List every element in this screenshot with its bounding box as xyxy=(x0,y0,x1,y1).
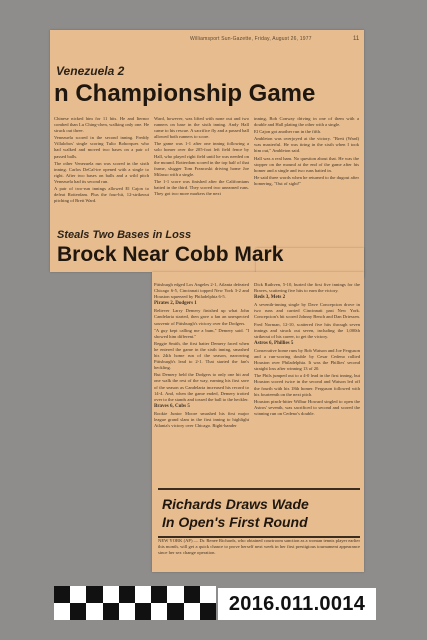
article1-headline: n Championship Game xyxy=(54,80,316,107)
subhead: Pirates 2, Dodgers 1 xyxy=(154,301,197,307)
subhead: Reds 3, Mets 2 xyxy=(254,295,286,301)
paragraph: Fred Norman, 12-10, scattered five hits through seven innings and struck out seven, including the 1,000th strikeout of his career, to get the victory. xyxy=(254,321,360,339)
article3-headline-line-1: Richards Draws Wade xyxy=(162,496,309,512)
paragraph: The 1-1 score was finished after the Californians batted in the third. They scored two unearned runs. They got two more markers the next xyxy=(154,178,249,197)
ruler-square xyxy=(70,586,86,603)
paragraph: Chinese nicked him for 11 hits. He and Iternor combed than Lu Ching-chen, walking only one. He struck out three. xyxy=(54,116,149,134)
paragraph: inning, Bob Conway driving in one of them with a double and Hall plating the other with a single. xyxy=(254,116,359,128)
ruler-square xyxy=(151,603,167,620)
paragraph: Pittsburgh edged Los Angeles 2-1, Atlanta defeated Chicago 6-5, Cincinnati topped New York 3-2 and Houston squeezed by Philadelphia 6-5. xyxy=(154,282,249,300)
ruler-square xyxy=(135,603,151,620)
ruler-square xyxy=(200,586,216,603)
paragraph: But Demery held the Dodgers to only one hit and one walk the rest of the way, earning his first save of the season as Candelaria increased his record to 14-4. And, when the game ended, Demery trotted over to the stands and tossed the ball to the heckler. xyxy=(154,372,249,402)
paragraph: El Cajon got another run in the fifth. xyxy=(254,129,322,135)
page-number: 11 xyxy=(353,36,360,42)
paragraph: NEW YORK (AP) — Dr. Renee Richards, who obtained courtroom sanction as a woman tennis player earlier this month, will get a quick chance to prove herself next week in her first prestigious tournament appearance since her sex change operation. xyxy=(158,538,360,556)
ruler-square xyxy=(167,586,183,603)
ruler-square xyxy=(200,603,216,620)
paragraph: Dick Ruthven, 5-10, buried the first five innings for the Braves, scattering five hits to earn the victory. xyxy=(254,282,360,294)
article1-kicker: Venezuela 2 xyxy=(56,64,125,78)
ruler-square xyxy=(184,586,200,603)
ruler-square xyxy=(151,586,167,603)
paragraph: Hall was a real ham. No question about that. He was the stopper on the mound at the end of the game after his homer and a single and two runs batted in. xyxy=(254,155,359,173)
paragraph: The Phils jumped out to a 4-0 lead in the first inning, but Houston scored twice in the second and Watson led off the fourth with his 18th homer. Ferguson followed with his fourteenth on the next pitch. xyxy=(254,373,360,397)
article1-column-2 xyxy=(154,116,249,224)
scale-ruler xyxy=(54,586,216,620)
ruler-square xyxy=(54,586,70,603)
ruler-square xyxy=(167,603,183,620)
paragraph: Reliever Larry Demery finished up what John Candelaria started, then gave a fan an unexpected souvenir of Pittsburgh's victory over the Dodgers. xyxy=(154,308,249,326)
article3-body xyxy=(158,538,360,570)
paragraph: A seventh-inning single by Dave Concepcion drove in two runs and carried Cincinnati past New York. Concepcion's hit scored Johnny Bench and Dan Driessen. xyxy=(254,302,360,320)
ruler-square xyxy=(119,586,135,603)
ruler-square xyxy=(103,586,119,603)
accession-number: 2016.011.0014 xyxy=(218,588,376,620)
paragraph: Rookie Junior Moore smashed his first major league grand slam in the first inning to highlight Atlanta's victory over Chicago. Right-hander xyxy=(154,410,249,429)
article2-column-1 xyxy=(154,282,249,482)
article1-column-3 xyxy=(254,116,359,224)
article1-column-1 xyxy=(54,116,149,224)
ruler-square xyxy=(103,603,119,620)
ruler-square xyxy=(184,603,200,620)
paragraph: Houston pinch-hitter Wilbur Howard singled to open the Astros' seventh, was sacrificed to second and scored the winning run on Cedeno's double. xyxy=(254,398,360,416)
paragraph: The game was 1-1 after one inning following a solo homer over the 205-foot left field fence by Hall, who played right field until he was needed on the mound. Rotterdam scored in the top half of that frame, slugger Tom Francoski driving home Joe Milasso with a single. xyxy=(154,141,249,177)
paragraph: Consecutive home runs by Bob Watson and Joe Ferguson and a run-scoring double by Cesar Cedeno rallied Houston over Philadelphia. It was the Phillies' second straight loss after winning 13 of 20. xyxy=(254,347,360,372)
ruler-square xyxy=(119,603,135,620)
article3-headline-box xyxy=(158,488,360,538)
subhead: Braves 6, Cubs 5 xyxy=(154,403,190,409)
paragraph: Ward, however, was lifted with none out and two runners on base in the sixth inning. Andy Hall came to his rescue. A sacrifice fly and a passed ball allowed both runners to score. xyxy=(154,116,249,140)
article2-headline: Brock Near Cobb Mark xyxy=(57,243,284,266)
paragraph: He said three words when he returned to the dugout after homering, "Out of sight!" xyxy=(254,174,359,186)
ruler-square xyxy=(54,603,70,620)
paragraph: A pair of two-run innings allowed El Cajon to defeat Rotterdam. Plus the four-hit, 12-strikeout pitching of Brett Ward. xyxy=(54,186,149,204)
subhead: Astros 6, Phillies 5 xyxy=(254,340,294,346)
article2-column-2 xyxy=(254,282,360,482)
paragraph: Ambleton was overjoyed at the victory. "Brett (Ward) was masterful. He was tiring in the sixth when I took him out," Ambleton said. xyxy=(254,136,359,154)
ruler-square xyxy=(70,603,86,620)
paragraph: Venezuela scored in the second inning. Freddy Villalobos' single scoring Tulio Bohorques who had walked and moved two bases on a pair of passed balls. xyxy=(54,135,149,159)
ruler-square xyxy=(86,603,102,620)
masthead: Williamsport Sun-Gazette, Friday, August 26, 1977 xyxy=(190,36,312,42)
ruler-square xyxy=(135,586,151,603)
article3-headline-line-2: In Open's First Round xyxy=(162,514,308,530)
paragraph: The other Venezuela run was scored in the sixth inning. Carlos DeCal-ire opened with a single to right. After two bases on balls and a wild pitch Venezuela had its second run. xyxy=(54,160,149,184)
paragraph: "A guy kept calling me a bum," Demery said. "I showed him different." xyxy=(154,327,249,339)
article2-kicker: Steals Two Bases in Loss xyxy=(57,229,192,241)
ruler-square xyxy=(86,586,102,603)
paragraph: Reggie Smith, the first batter Demery faced when he entered the game in the sixth inning, smashed his 24th home run of the season, narrowing Pittsburgh's lead to 2-1. That started the fan's heckling. xyxy=(154,340,249,371)
